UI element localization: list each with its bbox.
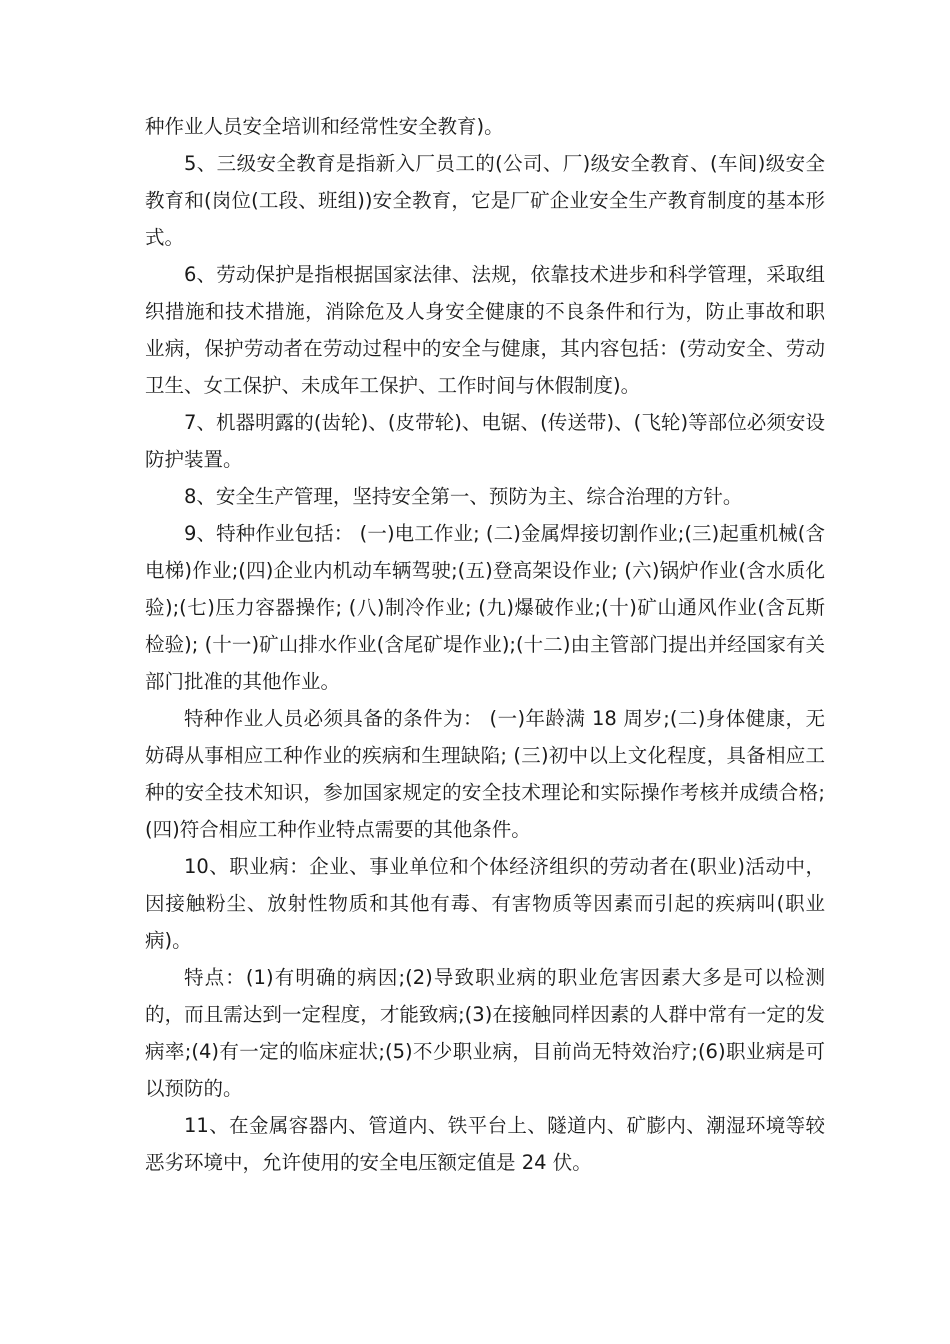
paragraph-special-work-conditions: 特种作业人员必须具备的条件为： (一)年龄满 18 周岁;(二)身体健康，无妨碍从事相应工种作业的疾病和生理缺陷; (三)初中以上文化程度，具备相应工种的安全技术知识，参加国家规定的安全技术理论和实际操作考核并成绩合格; (四)符合相应工种作业特点需要的其他条件。: [145, 707, 825, 841]
paragraph-item-5: 5、三级安全教育是指新入厂员工的(公司、厂)级安全教育、(车间)级安全教育和(岗位(工段、班组))安全教育，它是厂矿企业安全生产教育制度的基本形式。: [145, 152, 825, 249]
paragraph-item-11: 11、在金属容器内、管道内、铁平台上、隧道内、矿膨内、潮湿环境等较恶劣环境中，允许使用的安全电压额定值是 24 伏。: [145, 1114, 825, 1174]
paragraph-continuation: 种作业人员安全培训和经常性安全教育)。: [145, 115, 504, 138]
paragraph-occupational-disease-features: 特点：(1)有明确的病因;(2)导致职业病的职业危害因素大多是可以检测的，而且需达到一定程度，才能致病;(3)在接触同样因素的人群中常有一定的发病率;(4)有一定的临床症状;(5)不少职业病，目前尚无特效治疗;(6)职业病是可以预防的。: [145, 966, 825, 1100]
paragraph-item-6: 6、劳动保护是指根据国家法律、法规，依靠技术进步和科学管理，采取组织措施和技术措施，消除危及人身安全健康的不良条件和行为，防止事故和职业病，保护劳动者在劳动过程中的安全与健康，其内容包括：(劳动安全、劳动卫生、女工保护、未成年工保护、工作时间与休假制度)。: [145, 263, 825, 397]
paragraph-item-10: 10、职业病：企业、事业单位和个体经济组织的劳动者在(职业)活动中，因接触粉尘、放射性物质和其他有毒、有害物质等因素而引起的疾病叫(职业病)。: [145, 855, 825, 952]
paragraph-item-7: 7、机器明露的(齿轮)、(皮带轮)、电锯、(传送带)、(飞轮)等部位必须安设防护装置。: [145, 411, 825, 471]
document-body: [145, 108, 825, 1181]
paragraph-item-9: 9、特种作业包括： (一)电工作业; (二)金属焊接切割作业;(三)起重机械(含电梯)作业;(四)企业内机动车辆驾驶;(五)登高架设作业; (六)锅炉作业(含水质化验);(七)压力容器操作; (八)制冷作业; (九)爆破作业;(十)矿山通风作业(含瓦斯检验); (十一)矿山排水作业(含尾矿堤作业);(十二)由主管部门提出并经国家有关部门批准的其他作业。: [145, 522, 825, 693]
paragraph-item-8: 8、安全生产管理，坚持安全第一、预防为主、综合治理的方针。: [184, 485, 743, 508]
